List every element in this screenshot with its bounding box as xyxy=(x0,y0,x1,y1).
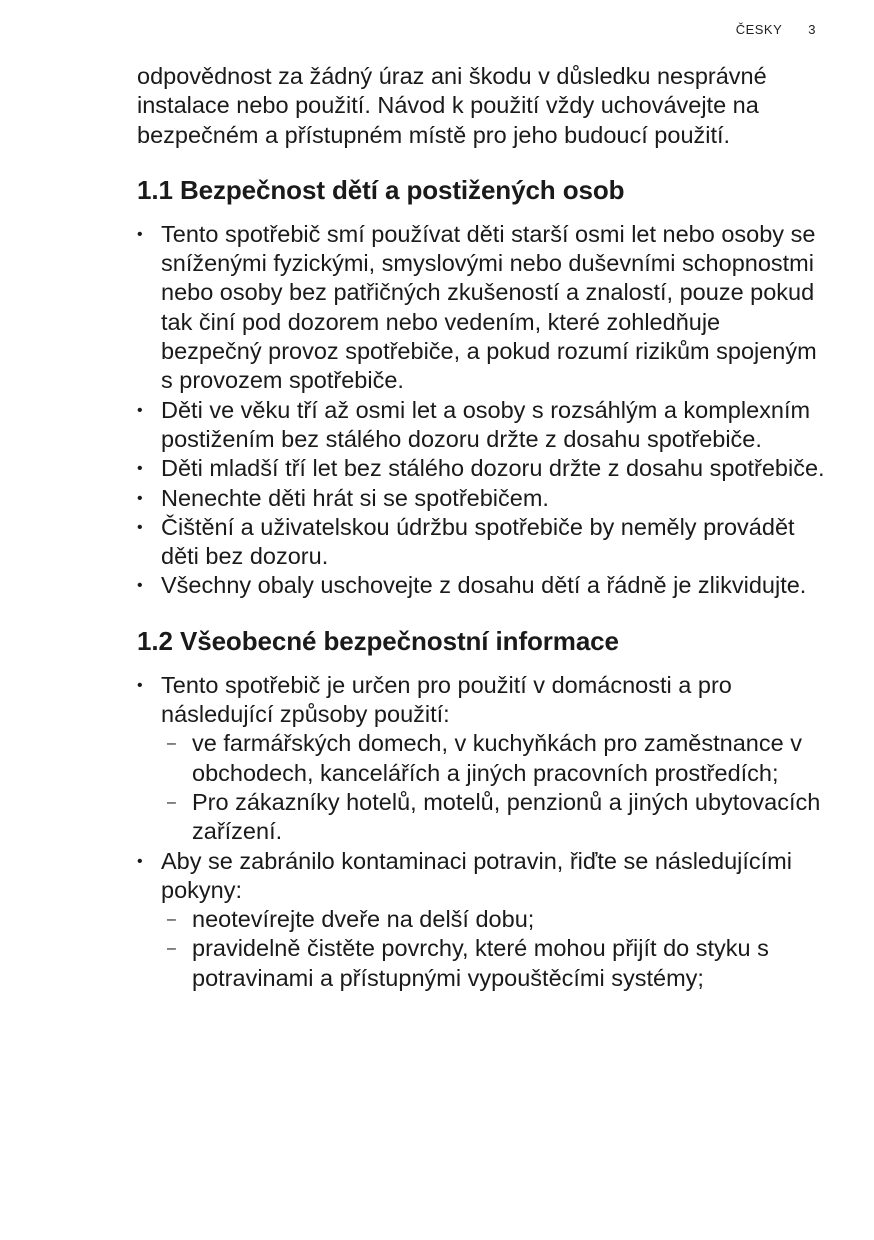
sub-list xyxy=(161,905,827,993)
child-safety-list xyxy=(137,220,827,601)
bullet-icon: • xyxy=(137,401,143,419)
language-label: ČESKY xyxy=(735,22,783,37)
bullet-icon: • xyxy=(137,225,143,243)
dash-icon: – xyxy=(167,735,176,753)
list-item-text: Nenechte děti hrát si se spotřebičem. xyxy=(161,484,549,511)
list-item xyxy=(137,671,827,847)
list-item-text: Čištění a uživatelskou údržbu spotřebiče by neměly provádět děti bez dozoru. xyxy=(161,513,795,570)
list-item xyxy=(137,220,827,396)
bullet-icon: • xyxy=(137,518,143,536)
dash-icon: – xyxy=(167,940,176,958)
intro-paragraph: odpovědnost za žádný úraz ani škodu v důsledku nesprávné instalace nebo použití. Návod k použití vždy uchovávejte na bezpečném a přístupném místě pro jeho budoucí použití. xyxy=(137,63,767,148)
list-item xyxy=(137,513,827,572)
sub-list-item-text: ve farmářských domech, v kuchyňkách pro zaměstnance v obchodech, kancelářích a jiných pracovních prostředích; xyxy=(192,730,802,786)
list-item-text: Děti mladší tří let bez stálého dozoru držte z dosahu spotřebiče. xyxy=(161,455,825,482)
dash-icon: – xyxy=(167,911,176,929)
section-heading-general-safety: 1.2 Všeobecné bezpečnostní informace xyxy=(137,625,619,656)
list-item xyxy=(137,396,827,455)
bullet-icon: • xyxy=(137,489,143,507)
bullet-icon: • xyxy=(137,852,143,870)
bullet-icon: • xyxy=(137,676,143,694)
list-item xyxy=(137,454,827,483)
list-item xyxy=(137,847,827,993)
list-item xyxy=(137,484,827,513)
sub-list-item-text: Pro zákazníky hotelů, motelů, penzionů a jiných ubytovacích zařízení. xyxy=(192,788,821,845)
list-item-text: Aby se zabránilo kontaminaci potravin, řiďte se následujícími pokyny: xyxy=(161,847,792,903)
running-header xyxy=(736,22,816,37)
sub-list-item-text: neotevírejte dveře na delší dobu; xyxy=(192,906,535,933)
sub-list-item xyxy=(161,934,827,993)
bullet-icon: • xyxy=(137,460,143,478)
sub-list-item-text: pravidelně čistěte povrchy, které mohou přijít do styku s potravinami a přístupnými vypouštěcími systémy; xyxy=(192,935,769,991)
dash-icon: – xyxy=(167,793,176,811)
list-item-text: Všechny obaly uschovejte z dosahu dětí a řádně je zlikvidujte. xyxy=(161,572,807,599)
list-item-text: Tento spotřebič je určen pro použití v domácnosti a pro následující způsoby použití: xyxy=(161,671,732,728)
bullet-icon: • xyxy=(137,577,143,595)
sub-list-item xyxy=(161,788,827,847)
general-safety-list xyxy=(137,671,827,993)
document-body xyxy=(137,62,827,993)
list-item-text: Tento spotřebič smí používat děti starší osmi let nebo osoby se sníženými fyzickými, smyslovými nebo duševními schopnostmi nebo osoby bez patřičných zkušeností a znalostí, pouze pokud tak činí pod dozorem nebo vedením, které zohledňuje bezpečný provoz spotřebiče, a pokud rozumí rizikům spojeným s provozem spotřebiče. xyxy=(161,220,817,394)
sub-list-item xyxy=(161,729,827,788)
list-item xyxy=(137,571,827,600)
sub-list xyxy=(161,729,827,846)
list-item-text: Děti ve věku tří až osmi let a osoby s rozsáhlým a komplexním postižením bez stálého dozoru držte z dosahu spotřebiče. xyxy=(161,396,811,452)
section-heading-child-safety: 1.1 Bezpečnost dětí a postižených osob xyxy=(137,174,625,205)
sub-list-item xyxy=(161,905,827,934)
page-number: 3 xyxy=(808,22,816,37)
